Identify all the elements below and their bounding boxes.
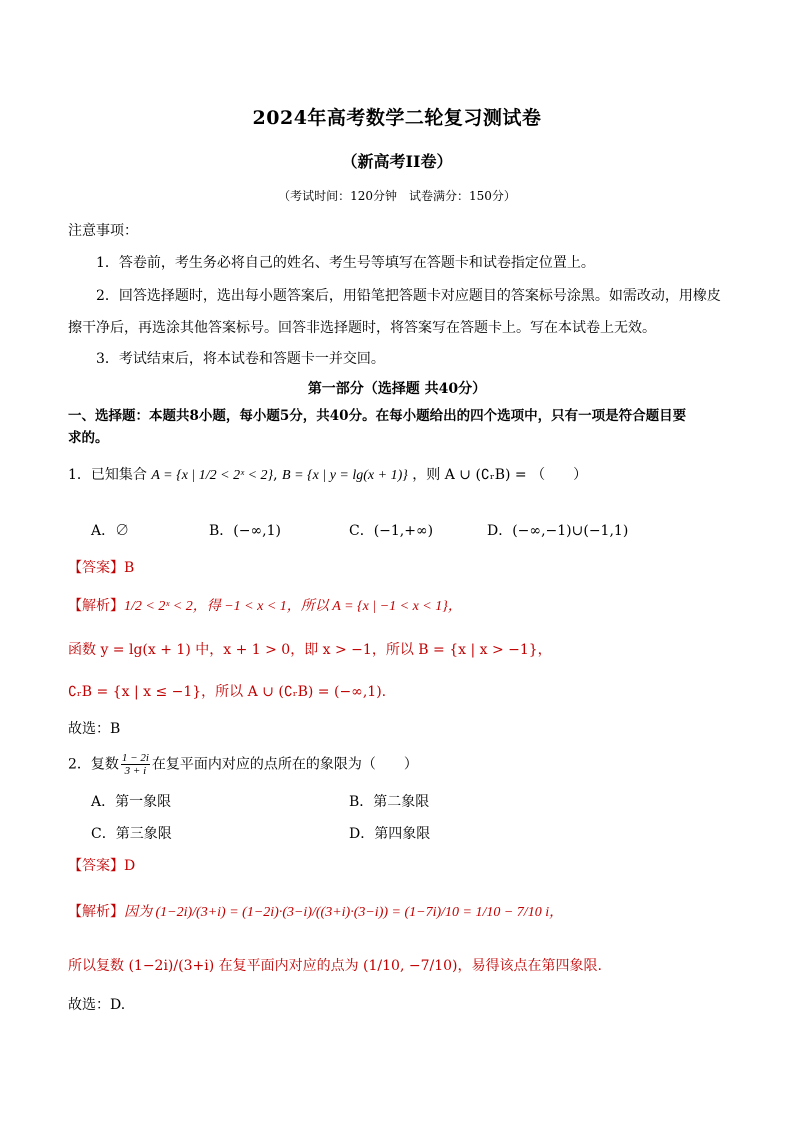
section-heading: 第一部分（选择题 共40分）: [307, 381, 487, 397]
analysis-label: 【解析】: [68, 598, 124, 614]
page-title: 2024年高考数学二轮复习测试卷: [252, 107, 542, 129]
section-instruction-2: 求的。: [68, 430, 109, 446]
question-2-conclusion: 故选：D.: [68, 997, 126, 1013]
question-1-analysis-3: ∁ᵣB = {x | x ≤ −1}，所以 A ∪ (∁ᵣB) = (−∞,1).: [68, 684, 387, 700]
question-2: [68, 752, 418, 777]
question-1-number: 1．已知集合: [68, 467, 147, 483]
question-1-option-d: D．(−∞,−1)∪(−1,1): [487, 523, 629, 539]
exam-info: （考试时间：120分钟 试卷满分：150分）: [278, 189, 516, 203]
page-subtitle: （新高考II卷）: [341, 152, 453, 171]
analysis-text: 因为 (1−2i)/(3+i) = (1−2i)·(3−i)/((3+i)·(3−i)) = (1−7i)/10 = 1/10 − 7/10 i，: [124, 905, 564, 920]
question-1-option-c: C．(−1,+∞): [349, 523, 434, 539]
section-instruction-1: 一、选择题：本题共8小题，每小题5分，共40分。在每小题给出的四个选项中，只有一项是符合题目要: [68, 408, 687, 424]
notice-item-2-cont: 擦干净后，再选涂其他答案标号。回答非选择题时，将答案写在答题卡上。写在本试卷上无效。: [68, 320, 656, 336]
question-2-number: 2．复数: [68, 756, 119, 773]
question-1-answer: [68, 559, 134, 577]
analysis-label: 【解析】: [68, 904, 124, 920]
question-1-set-b: B = {x | y = lg(x + 1)}: [282, 468, 408, 483]
question-1: 1．已知集合 A = {x | 1/2 < 2ˣ < 2}, B = {x | y = lg(x + 1)} ，则 A ∪ (∁ᵣB) = （ ）: [68, 467, 588, 483]
question-2-answer: [68, 857, 135, 875]
notice-item-3: 3．考试结束后，将本试卷和答题卡一并交回。: [96, 351, 385, 367]
question-1-conclusion: 故选：B: [68, 721, 121, 737]
answer-label: 【答案】: [68, 560, 124, 576]
question-1-analysis-2: 函数 y = lg(x + 1) 中，x + 1 > 0，即 x > −1，所以 B = {x | x > −1}，: [68, 642, 552, 658]
notice-item-2: 2．回答选择题时，选出每小题答案后，用铅笔把答题卡对应题目的答案标号涂黑。如需改动，用橡皮: [96, 288, 721, 304]
question-1-ask: ，则 A ∪ (∁ᵣB) = （ ）: [412, 467, 588, 483]
fraction-denominator: 3 + i: [124, 765, 147, 777]
notice-heading: 注意事项：: [68, 223, 138, 239]
answer-value: B: [124, 560, 135, 576]
question-1-analysis-1: [68, 597, 462, 616]
question-2-option-c: C．第三象限: [91, 826, 172, 842]
question-2-ask: 在复平面内对应的点所在的象限为（ ）: [151, 756, 418, 773]
question-2-option-b: B．第二象限: [349, 794, 430, 810]
question-1-option-b: B．(−∞,1): [209, 523, 281, 539]
notice-item-1: 1．答卷前，考生务必将自己的姓名、考生号等填写在答题卡和试卷指定位置上。: [96, 255, 595, 271]
fraction-numerator: 1 − 2i: [121, 752, 149, 764]
question-1-option-a: A．∅: [91, 523, 130, 539]
answer-label: 【答案】: [68, 858, 124, 874]
question-2-analysis-1: [68, 903, 563, 922]
question-2-option-a: A．第一象限: [91, 794, 172, 810]
analysis-text: 1/2 < 2ˣ < 2，得 −1 < x < 1，所以 A = {x | −1 < x < 1}，: [124, 599, 462, 614]
question-2-option-d: D．第四象限: [349, 826, 431, 842]
answer-value: D: [124, 858, 136, 874]
question-1-set-a: A = {x | 1/2 < 2ˣ < 2}: [151, 468, 274, 483]
question-2-fraction: [121, 752, 150, 777]
question-2-analysis-2: 所以复数 (1−2i)/(3+i) 在复平面内对应的点为 (1/10, −7/10)，易得该点在第四象限.: [68, 958, 602, 974]
